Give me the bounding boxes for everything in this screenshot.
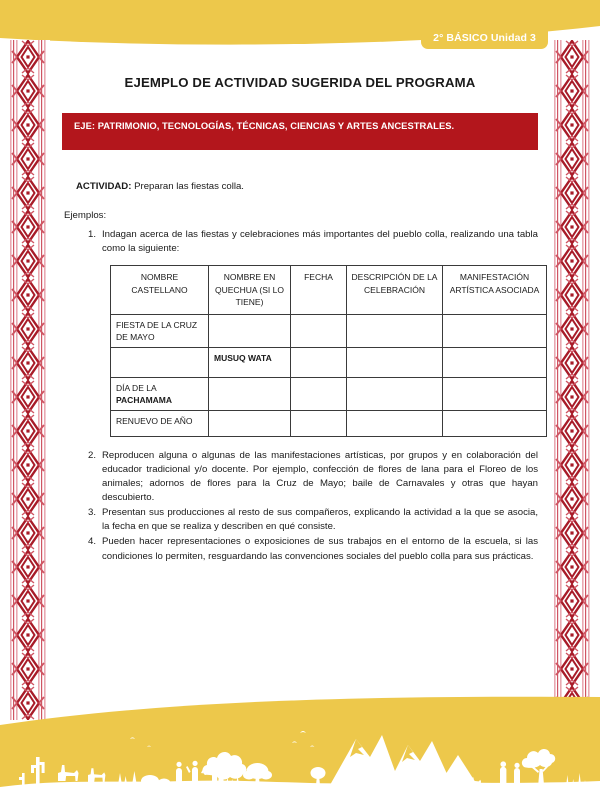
list-item [62,535,538,563]
list-item-text: Presentan sus producciones al resto de sus compañeros, explicando la actividad a la que se asocia, la fecha en que se realiza y describen en qué consiste. [102,507,538,533]
list-item-number: 3. [87,507,96,519]
cell-text-bold: MUSUQ WATA [214,352,272,363]
list-item-text: Pueden hacer representaciones o exposiciones de sus trabajos en el entorno de la escuela, si las condiciones lo permiten, resguardando las convenciones sociales del pueblo colla para sus prácticas. [102,536,538,562]
table-row [111,347,547,377]
table-row [111,410,547,436]
fiestas-table [110,265,547,436]
table-header-row [111,266,547,314]
table-cell-fecha[interactable] [291,314,347,347]
table-cell-quechua[interactable] [209,314,291,347]
table-cell-castellano [111,377,209,410]
list-item-text: Reproducen alguna o algunas de las manifestaciones artísticas, por grupos y en colaboración del educador tradicional y/o docente. Por ejemplo, confección de flores de lana para el Floreo de los animales; adornos de flores para la Cruz de Mayo; baile de Carnavales y otras que hayan descubierto. [102,449,538,504]
cell-text: DÍA DE LA [116,382,157,393]
page-title: EJEMPLO DE ACTIVIDAD SUGERIDA DEL PROGRAMA [124,75,476,90]
table-cell-descripcion[interactable] [347,410,443,436]
textile-border-left-icon [6,40,50,720]
table-cell-quechua[interactable] [209,377,291,410]
table-row [111,314,547,347]
cell-text: RENUEVO DE AÑO [116,415,193,426]
table-header-cell: NOMBRE CASTELLANO [111,266,209,314]
examples-label: Ejemplos: [64,210,107,222]
table-cell-descripcion[interactable] [347,314,443,347]
table-cell-fecha[interactable] [291,347,347,377]
table-cell-descripcion[interactable] [347,347,443,377]
cell-text-bold: PACHAMAMA [116,394,173,405]
table-cell-castellano [111,410,209,436]
textile-border-right-icon [550,40,594,720]
table-cell-castellano [111,314,209,347]
table-cell-castellano[interactable] [111,347,209,377]
list-item [62,506,538,534]
table-cell-manifestacion[interactable] [443,377,547,410]
list-item-number: 2. [87,449,96,461]
unit-badge: 2° BÁSICO Unidad 3 [421,28,548,49]
list-item-number: 4. [87,536,96,548]
list-item-number: 1. [87,229,96,241]
steps-list-top [62,228,538,256]
activity-label: ACTIVIDAD: [76,180,132,192]
table-cell-quechua[interactable] [209,410,291,436]
table-header-cell: DESCRIPCIÓN DE LA CELEBRACIÓN [347,266,443,314]
document-content [62,60,538,565]
table-cell-fecha[interactable] [291,410,347,436]
table-cell-manifestacion[interactable] [443,347,547,377]
table-header-cell: FECHA [291,266,347,314]
eje-banner: EJE: PATRIMONIO, TECNOLOGÍAS, TÉCNICAS, CIENCIAS Y ARTES ANCESTRALES. [62,113,538,150]
table-cell-manifestacion[interactable] [443,410,547,436]
table-header-cell: NOMBRE EN QUECHUA (SI LO TIENE) [209,266,291,314]
table-cell-descripcion[interactable] [347,377,443,410]
bottom-landscape-band [0,695,600,800]
cell-text: FIESTA DE LA CRUZ DE MAYO [116,319,198,342]
table-header-cell: MANIFESTACIÓN ARTÍSTICA ASOCIADA [443,266,547,314]
list-item-text: Indagan acerca de las fiestas y celebraciones más importantes del pueblo colla, realizando una tabla como la siguiente: [102,229,538,255]
list-item [62,228,538,256]
table-row [111,377,547,410]
list-item [62,449,538,505]
table-cell-fecha[interactable] [291,377,347,410]
activity-text: Preparan las fiestas colla. [134,180,244,192]
activity-line [76,180,538,193]
table-cell-manifestacion[interactable] [443,314,547,347]
table-cell-quechua [209,347,291,377]
steps-list-bottom [62,449,538,564]
